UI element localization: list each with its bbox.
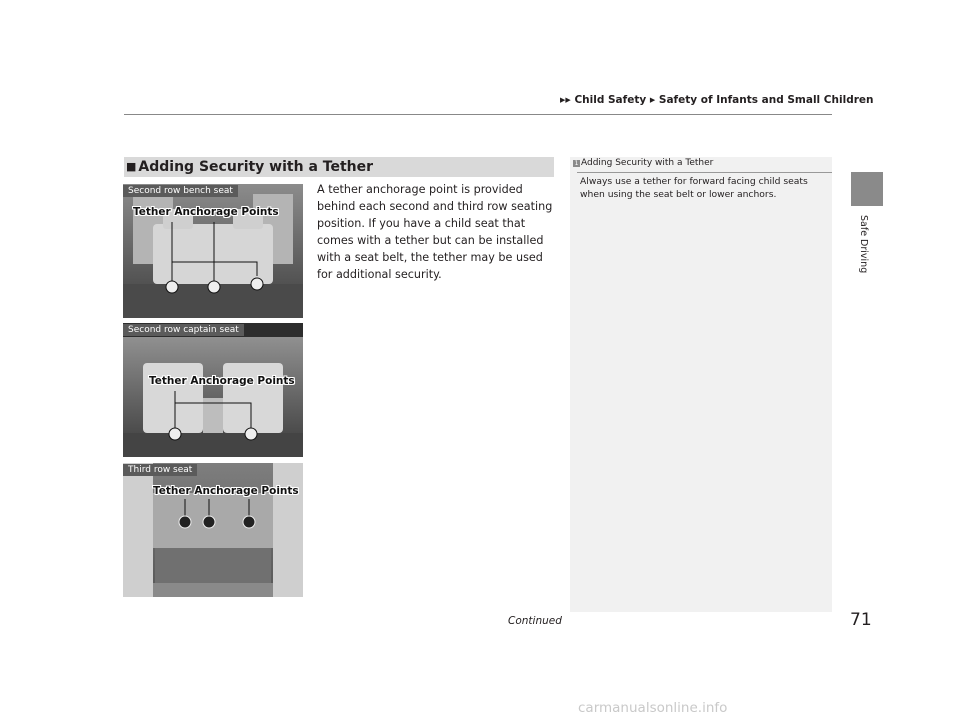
chapter-tab-marker <box>851 172 883 206</box>
photo-third-row <box>123 463 303 597</box>
section-heading <box>124 157 554 177</box>
breadcrumb-item-child-safety[interactable]: Child Safety <box>574 94 647 106</box>
note-panel <box>570 157 832 612</box>
breadcrumb <box>560 94 874 106</box>
note-text: Always use a tether for forward facing child seats when using the seat belt or lower anchors. <box>580 176 808 200</box>
section-title: Adding Security with a Tether <box>138 159 374 175</box>
note-title <box>570 158 832 168</box>
photo-second-row-captain <box>123 323 303 457</box>
photo-label: Third row seat <box>123 464 197 476</box>
breadcrumb-arrow-icon: ▶ <box>649 96 656 104</box>
seat-illustration <box>123 323 303 457</box>
breadcrumb-arrow-icon: ▶▶ <box>560 96 571 104</box>
photo-second-row-bench <box>123 184 303 318</box>
chapter-tab-label[interactable]: Safe Driving <box>858 215 869 274</box>
header-divider <box>124 114 832 115</box>
section-body-text: A tether anchorage point is provided behind each second and third row seating position. If you have a child seat that comes with a tether but can be installed with a seat belt, the tether may be used for additional security. <box>317 183 553 281</box>
breadcrumb-item-safety-of-infants[interactable]: Safety of Infants and Small Children <box>658 94 874 106</box>
callout-tether-anchorage-points: Tether Anchorage Points <box>153 485 299 497</box>
watermark-text: carmanualsonline.info <box>578 700 728 716</box>
continued-label: Continued <box>508 615 562 627</box>
photo-label: Second row bench seat <box>123 185 238 197</box>
photo-label: Second row captain seat <box>123 324 244 336</box>
seat-illustration <box>123 463 303 597</box>
note-number-icon: 1 <box>574 160 579 167</box>
note-divider <box>577 172 832 173</box>
callout-tether-anchorage-points: Tether Anchorage Points <box>133 206 279 218</box>
callout-tether-anchorage-points: Tether Anchorage Points <box>149 375 295 387</box>
seat-illustration <box>123 184 303 318</box>
page-number: 71 <box>850 610 872 630</box>
square-bullet-icon: ■ <box>126 160 137 173</box>
note-title-text: Adding Security with a Tether <box>581 158 714 168</box>
